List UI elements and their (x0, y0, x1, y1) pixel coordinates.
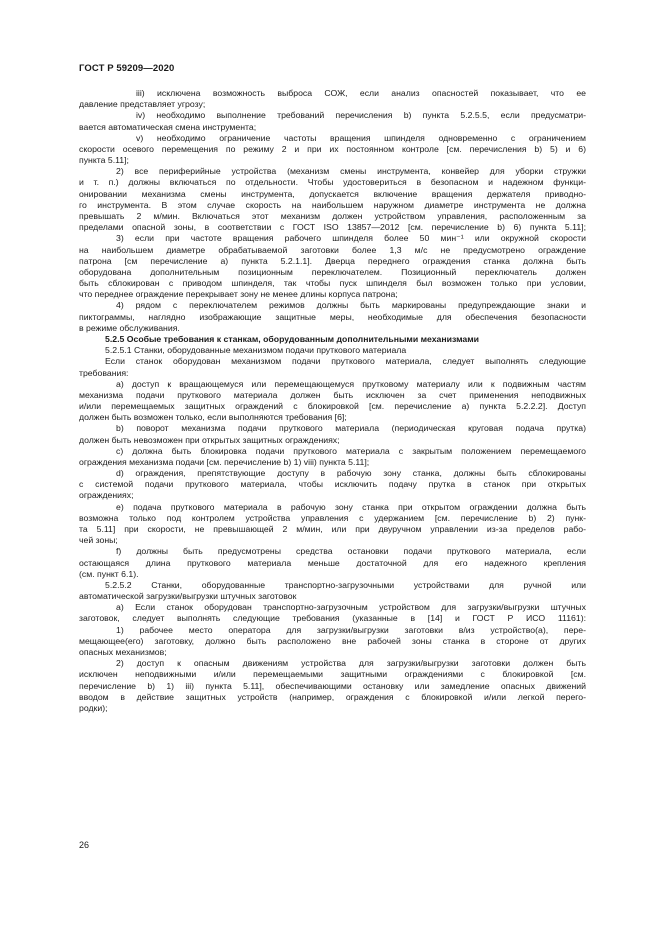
page-number: 26 (79, 840, 90, 850)
text-line: вается автоматическая смена инструмента; (79, 121, 257, 132)
text-line: опасных механизмов; (79, 647, 167, 657)
text-line: 2) доступ к опасным движениям устройства для загрузки/выгрузки заготовки должен быть (116, 658, 586, 669)
text-line: онировании механизма смены инструмента, допускается включение вращения держателя приводно- (79, 188, 586, 199)
text-line: 4) рядом с переключателем режимов должны быть маркированы предупреждающие знаки и (116, 300, 586, 311)
text-line: iv) необходимо выполнение требований перечисления b) пункта 5.2.5.5, если предусматри- (136, 110, 586, 121)
text-line: 2) все периферийные устройства (механизм смены инструмента, конвейер для уборки стружки (116, 166, 586, 177)
text-line: остающаяся длина пруткового материала меньше достаточной для его надежного крепления (79, 557, 586, 568)
text-line: на наибольшем диаметре обрабатываемой заготовки более 1,3 м/с не предусмотрено ограждение (79, 244, 586, 255)
text-line: 1) рабочее место оператора для загрузки/выгрузки заготовки в/из устройство(а), пере- (116, 624, 586, 635)
text-line: ограждения механизма подачи [см. перечисление b) 1) viii) пункта 5.11]; (79, 456, 370, 467)
text-line: b) поворот механизма подачи пруткового материала (периодическая круговая подача прутка) (116, 423, 586, 434)
text-line: а) доступ к вращающемуся или перемещающемуся прутковому материалу или к подвижным частям (116, 378, 586, 389)
text-line: требования: (79, 367, 129, 378)
text-line: оборудована дополнительным позиционным переключателем. Позиционный переключатель должен (79, 266, 586, 277)
text-line: заготовок, следует выполнять следующие требования (указанные в [14] и ГОСТ Р ИСО 11161): (79, 613, 586, 624)
text-line: d) ограждения, препятствующие доступу в рабочую зону станка, должны быть сблокированы (116, 468, 586, 479)
text-line: превышать 2 м/мин. Включаться этот механизм должен устройством управления, расположенным за (79, 210, 586, 221)
document-header-title: ГОСТ Р 59209—2020 (79, 63, 175, 74)
text-line: вводом в действие защитных устройств (например, ограждения с блокировкой и/или легкой перего- (79, 691, 586, 702)
text-line: возможна только под контролем устройства управления с удержанием [см. перечисление b) 2) пунк- (79, 512, 586, 523)
text-line: f) должны быть предусмотрены средства остановки подачи пруткового материала, если (116, 546, 586, 557)
text-line: (см. пункт 6.1). (79, 568, 139, 579)
text-line: родки); (79, 702, 108, 713)
text-line: патрона [см перечисление а) пункта 5.2.1.1]. Дверца переднего ограждения станка должна быть (79, 255, 586, 266)
text-line: давление представляет угрозу; (79, 99, 206, 110)
text-line: быть сблокирован с приводом шпинделя, так чтобы пуск шпинделя был возможен только при условии, (79, 278, 586, 289)
text-line: перечисление b) 1) iii) пункта 5.11], обеспечивающими остановку или замедление опасных движений (79, 680, 586, 691)
text-line: мещающее(его) заготовку, должно быть расположено вне рабочей зоны станка в стороне от других (79, 635, 586, 646)
text-line: го инструмента. В этом случае скорость на наибольшем наружном диаметре инструмента не должна (79, 199, 586, 210)
text-line: пределами опасной зоны, в соответствии с ГОСТ ISO 13857—2012 [см. перечисление b) 6) пункта 5.11]; (79, 222, 586, 233)
text-line: и/или перемещаемых защитных ограждений с блокировкой [см. перечисление а) пункта 5.2.2.2]. Доступ (79, 401, 586, 412)
text-line: что переднее ограждение перекрывает зону не менее длины корпуса патрона; (79, 289, 398, 300)
text-line: должен быть невозможен при открытых защитных ограждениях; (79, 434, 340, 445)
text-line: ограждениях; (79, 490, 134, 501)
text-line: а) Если станок оборудован транспортно-загрузочным устройством для загрузки/выгрузки штучных (116, 602, 586, 613)
text-line: 5.2.5 Особые требования к станкам, оборудованным дополнительными механизмами (105, 333, 479, 344)
text-line: iii) исключена возможность выброса СОЖ, если анализ опасностей показывает, что ее (136, 88, 586, 98)
text-line: исключен неподвижными и/или перемещаемыми защитными ограждениями с блокировкой [см. (79, 669, 586, 680)
text-line: v) необходимо ограничение частоты вращения шпинделя одновременно с ограничением (136, 132, 586, 143)
text-line: 5.2.5.1 Станки, оборудованные механизмом подачи пруткового материала (105, 345, 407, 356)
text-line: c) должна быть блокировка подачи пруткового материала с закрытым положением перемещаемого (116, 445, 586, 456)
text-line: 5.2.5.2 Станки, оборудованные транспортно-загрузочными устройствами для ручной или (105, 579, 586, 590)
text-line: и т. п.) должны включаться по отдельности. Чтобы удостовериться в безопасном и надежном функци- (79, 177, 586, 188)
text-line: должен быть возможен только, если выполняются требования [6]; (79, 412, 347, 423)
text-line: пункта 5.11]; (79, 155, 129, 166)
text-line: та 5.11] при скорости, не превышающей 2 м/мин, или при двуручном управлении из-за пределов рабо- (79, 524, 586, 535)
text-line: с системой подачи пруткового материала, чтобы исключить подачу прутка в станок при открытых (79, 479, 586, 490)
text-line: Если станок оборудован механизмом подачи пруткового материала, следует выполнять следующие (105, 356, 586, 367)
text-line: чей зоны; (79, 535, 118, 546)
text-line: пиктограммы, наглядно изображающие защитные меры, необходимые для обеспечения безопасности (79, 311, 586, 322)
text-line: автоматической загрузки/выгрузки штучных заготовок (79, 591, 297, 602)
text-line: e) подача пруткового материала в рабочую зону станка при открытом ограждении должна быть (116, 501, 586, 512)
text-line: 3) если при частоте вращения рабочего шпинделя более 50 мин⁻¹ или окружной скорости (116, 233, 586, 244)
text-line: механизма подачи пруткового материала должен быть исключен за счет применения неподвижных (79, 389, 586, 400)
text-line: скорости осевого перемещения по режиму 2 и при их постоянном контроле [см. перечисления b) 5) и 6) (79, 143, 586, 154)
text-line: в режиме обслуживания. (79, 322, 180, 333)
